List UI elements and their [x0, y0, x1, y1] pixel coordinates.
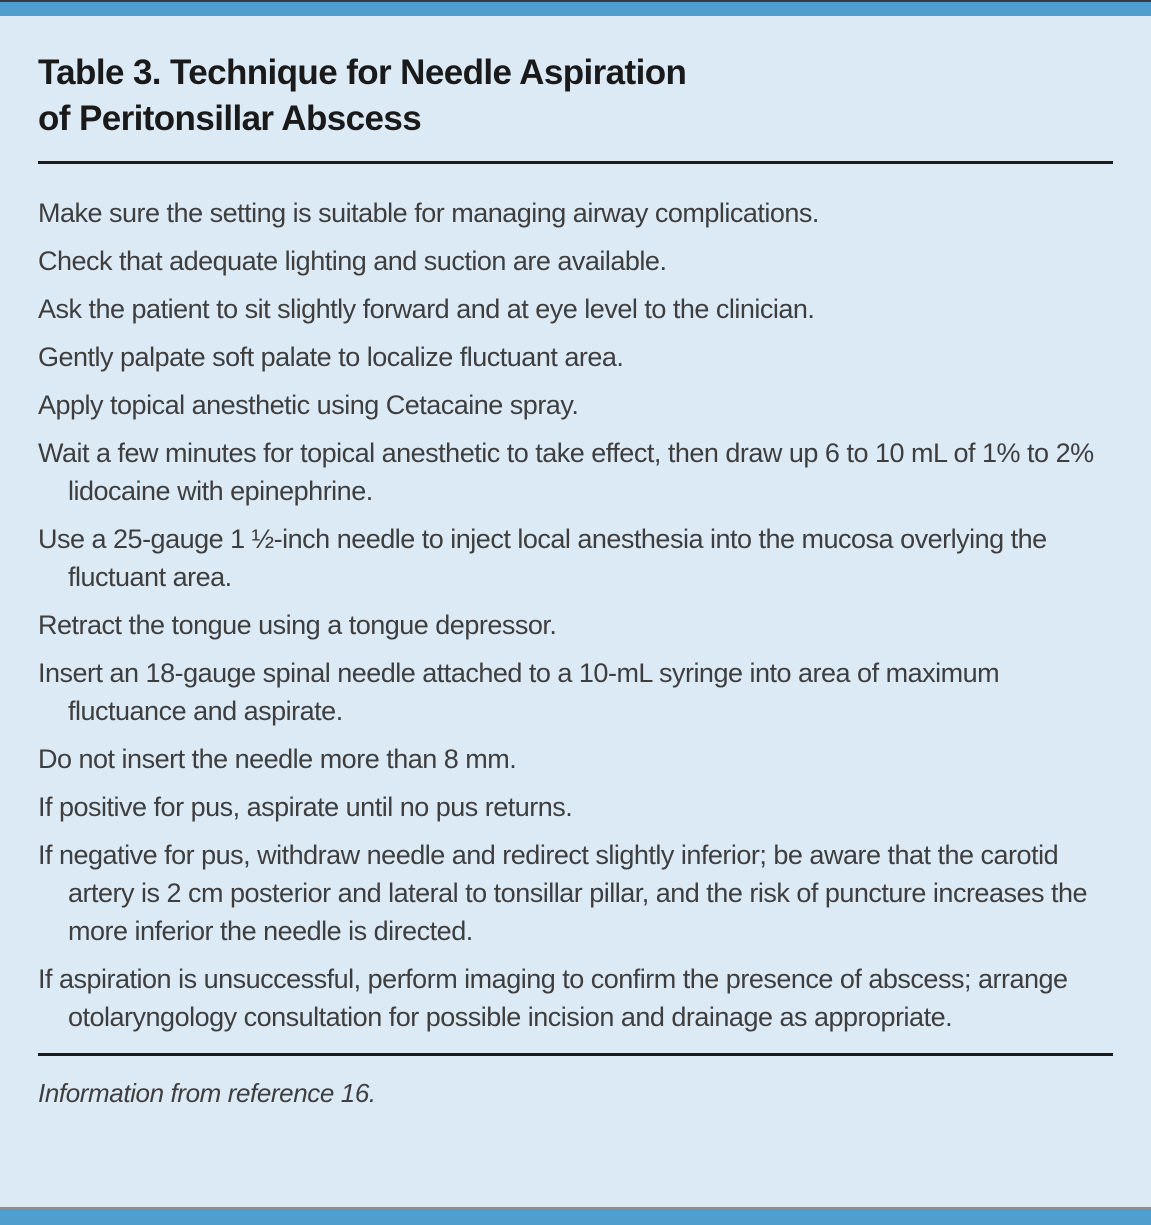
bottom-strip: [0, 1207, 1151, 1225]
table-title: [38, 50, 1113, 142]
step-item: Check that adequate lighting and suction are available.: [38, 246, 667, 276]
step-item: Insert an 18-gauge spinal needle attached to a 10-mL syringe into area of maximum fluctuance and aspirate.: [38, 658, 1000, 726]
top-accent-bar: [0, 0, 1151, 16]
footnote-divider-rule: [38, 1053, 1113, 1056]
step-item: Retract the tongue using a tongue depressor.: [38, 610, 557, 640]
step-item: Gently palpate soft palate to localize fluctuant area.: [38, 342, 624, 372]
step-item: Apply topical anesthetic using Cetacaine spray.: [38, 390, 579, 420]
step-list: [38, 194, 1113, 1036]
table-title-line-2: of Peritonsillar Abscess: [38, 99, 422, 138]
title-divider-rule: [38, 161, 1113, 164]
step-item: If positive for pus, aspirate until no pus returns.: [38, 792, 573, 822]
table-content: [0, 16, 1151, 1109]
step-item: If negative for pus, withdraw needle and redirect slightly inferior; be aware that the carotid artery is 2 cm posterior and lateral to tonsillar pillar, and the risk of puncture increases the more inferior the needle is directed.: [38, 840, 1088, 946]
step-item: Do not insert the needle more than 8 mm.: [38, 744, 517, 774]
bottom-accent-bar: [0, 1209, 1151, 1225]
step-item: Make sure the setting is suitable for managing airway complications.: [38, 198, 819, 228]
step-item: Ask the patient to sit slightly forward and at eye level to the clinician.: [38, 294, 815, 324]
step-item: Use a 25-gauge 1 ½-inch needle to inject local anesthesia into the mucosa overlying the fluctuant area.: [38, 524, 1047, 592]
table-title-line-1: Table 3. Technique for Needle Aspiration: [38, 53, 687, 92]
footnote-text: Information from reference 16.: [38, 1078, 376, 1108]
step-item: If aspiration is unsuccessful, perform imaging to confirm the presence of abscess; arrange otolaryngology consultation for possible incision and drainage as appropriate.: [38, 964, 1068, 1032]
step-item: Wait a few minutes for topical anesthetic to take effect, then draw up 6 to 10 mL of 1% to 2% lidocaine with epinephrine.: [38, 438, 1094, 506]
